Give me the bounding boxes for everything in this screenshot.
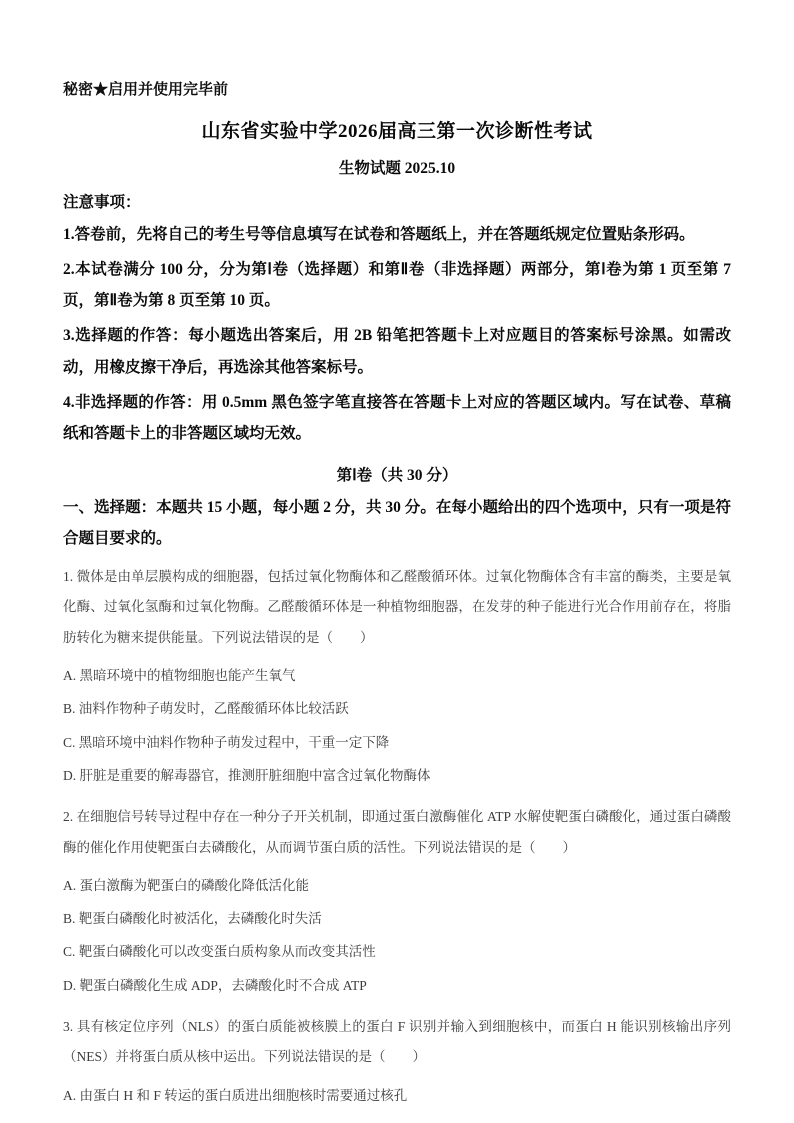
question-2-option-c: C. 靶蛋白磷酸化可以改变蛋白质构象从而改变其活性	[63, 944, 376, 960]
question-1-stem: 1. 微体是由单层膜构成的细胞器，包括过氧化物酶体和乙醛酸循环体。过氧化物酶体含有丰富的酶类，主要是氧化酶、过氧化氢酶和过氧化物酶。乙醛酸循环体是一种植物细胞器，在发芽的种子能进行光合作用前存在，将脂肪转化为糖来提供能量。下列说法错误的是（ ）	[63, 569, 731, 645]
notice-item-4: 4.非选择题的作答：用 0.5mm 黑色签字笔直接答在答题卡上对应的答题区域内。写在试卷、草稿纸和答题卡上的非答题区域均无效。	[63, 393, 731, 443]
question-2-option-d: D. 靶蛋白磷酸化生成 ADP，去磷酸化时不合成 ATP	[63, 977, 367, 993]
exam-title: 山东省实验中学2026届高三第一次诊断性考试	[201, 121, 593, 142]
question-1	[63, 562, 731, 786]
question-1-option-b: B. 油料作物种子萌发时，乙醛酸循环体比较活跃	[63, 701, 349, 717]
question-2-stem: 2. 在细胞信号转导过程中存在一种分子开关机制，即通过蛋白激酶催化 ATP 水解使靶蛋白磷酸化，通过蛋白磷酸酶的催化作用使靶蛋白去磷酸化，从而调节蛋白质的活性。下列说法错误的是（ ）	[63, 809, 731, 855]
question-1-option-a: A. 黑暗环境中的植物细胞也能产生氧气	[63, 668, 296, 684]
question-2-option-a: A. 蛋白激酶为靶蛋白的磷酸化降低活化能	[63, 877, 309, 893]
notice-item-2: 2.本试卷满分 100 分，分为第Ⅰ卷（选择题）和第Ⅱ卷（非选择题）两部分，第Ⅰ卷为第 1 页至第 7 页，第Ⅱ卷为第 8 页至第 10 页。	[63, 260, 731, 310]
notice-item-1: 1.答卷前，先将自己的考生号等信息填写在试卷和答题纸上，并在答题纸规定位置贴条形码。	[63, 225, 695, 243]
question-1-option-c: C. 黑暗环境中油料作物种子萌发过程中，干重一定下降	[63, 734, 390, 750]
question-2	[63, 802, 731, 996]
question-2-option-b: B. 靶蛋白磷酸化时被活化，去磷酸化时失活	[63, 911, 322, 927]
question-3-option-a: A. 由蛋白 H 和 F 转运的蛋白质进出细胞核时需要通过核孔	[63, 1087, 408, 1103]
notice-heading: 注意事项：	[63, 194, 141, 211]
question-3	[63, 1012, 731, 1106]
part-one-title: 第Ⅰ卷（共 30 分）	[336, 467, 458, 485]
question-3-stem: 3. 具有核定位序列（NLS）的蛋白质能被核膜上的蛋白 F 识别并输入到细胞核中，而蛋白 H 能识别核输出序列（NES）并将蛋白质从核中运出。下列说法错误的是（ ）	[63, 1018, 731, 1065]
security-notice: 秘密★启用并使用完毕前	[63, 82, 229, 98]
question-1-option-d: D. 肝脏是重要的解毒器官，推测肝脏细胞中富含过氧化物酶体	[63, 767, 431, 783]
section-instruction: 一、选择题：本题共 15 小题，每小题 2 分，共 30 分。在每小题给出的四个选项中，只有一项是符合题目要求的。	[63, 499, 731, 548]
notice-item-3: 3.选择题的作答：每小题选出答案后，用 2B 铅笔把答题卡上对应题目的答案标号涂黑。如需改动，用橡皮擦干净后，再选涂其他答案标号。	[63, 327, 731, 376]
exam-subtitle: 生物试题 2025.10	[338, 160, 456, 177]
